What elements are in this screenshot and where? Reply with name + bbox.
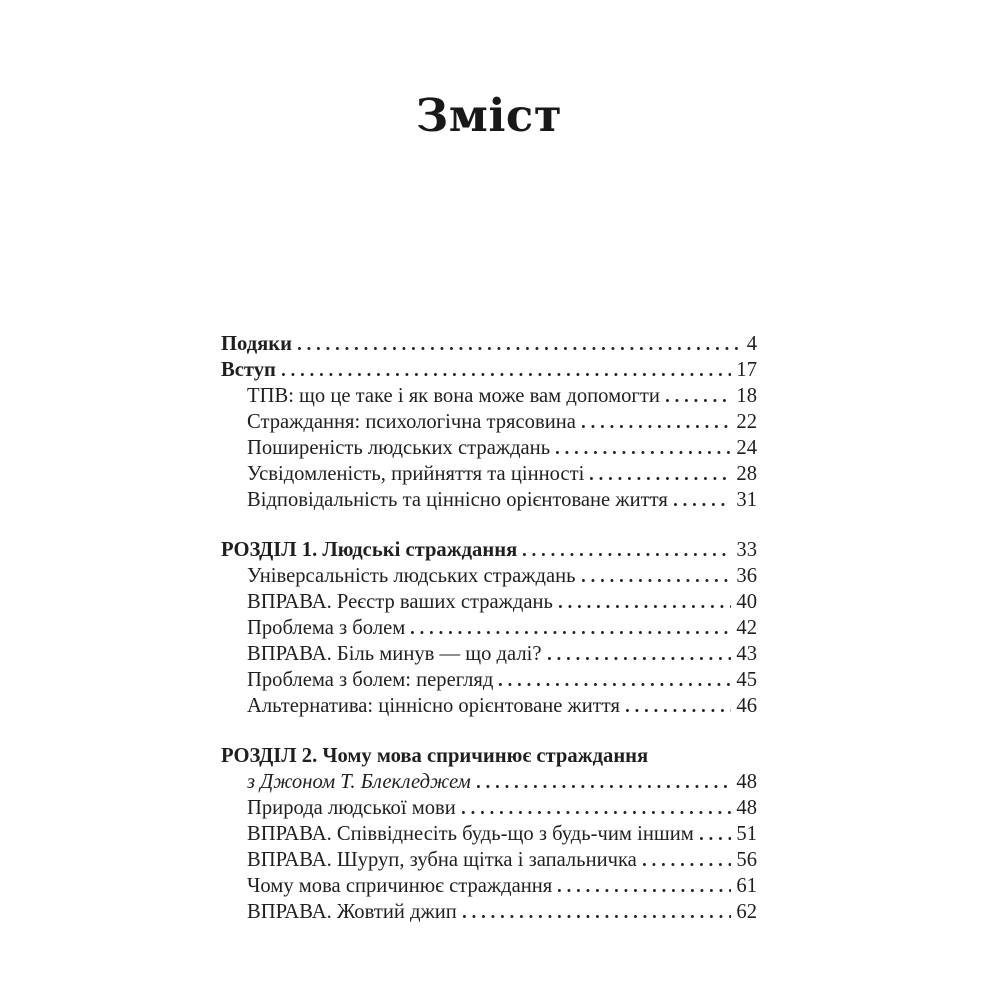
toc-page-number: 45	[736, 669, 757, 691]
toc-page-number: 56	[736, 849, 757, 871]
toc-row	[221, 821, 757, 847]
toc-leader-dots	[477, 784, 732, 788]
toc-row	[221, 357, 757, 383]
toc-entry-label: Вступ	[221, 359, 276, 381]
toc-row	[221, 383, 757, 409]
page-title: Зміст	[415, 89, 563, 142]
toc-page-number: 42	[736, 617, 757, 639]
toc-section-chapter-2	[221, 743, 757, 925]
toc-leader-dots	[556, 450, 731, 454]
toc-row	[221, 461, 757, 487]
toc-entry-label: Подяки	[221, 333, 293, 355]
toc-leader-dots	[700, 836, 732, 840]
toc-entry-label: РОЗДІЛ 1. Людські страждання	[221, 539, 518, 561]
toc-leader-dots	[590, 476, 731, 480]
toc-entry-label: Поширеність людських страждань	[247, 437, 551, 459]
toc-leader-dots	[282, 372, 732, 376]
toc-leader-dots	[558, 888, 731, 892]
toc-section-chapter-1	[221, 537, 757, 719]
toc-row	[221, 769, 757, 795]
toc-row	[221, 487, 757, 513]
toc-row	[221, 563, 757, 589]
toc-page-number: 40	[736, 591, 757, 613]
toc-leader-dots	[666, 398, 732, 402]
toc-entry-label: РОЗДІЛ 2. Чому мова спричинює страждання	[221, 745, 649, 767]
toc-page-number: 4	[746, 333, 757, 355]
toc-entry-label: ВПРАВА. Співвіднесіть будь-що з будь-чим іншим	[247, 823, 694, 845]
toc-leader-dots	[674, 502, 732, 506]
toc-entry-label: Відповідальність та ціннісно орієнтоване життя	[247, 489, 668, 511]
toc-row	[221, 331, 757, 357]
toc-row	[221, 409, 757, 435]
toc-page-number: 43	[736, 643, 757, 665]
toc-entry-label: Страждання: психологічна трясовина	[247, 411, 576, 433]
toc-page-number: 46	[736, 695, 757, 717]
toc-page-number: 51	[736, 823, 757, 845]
toc-page-number: 24	[736, 437, 757, 459]
toc-row	[221, 537, 757, 563]
toc-row	[221, 693, 757, 719]
toc-list	[221, 331, 757, 925]
toc-entry-label: ВПРАВА. Біль минув — що далі?	[247, 643, 542, 665]
toc-leader-dots	[559, 604, 731, 608]
toc-leader-dots	[463, 914, 732, 918]
toc-row	[221, 667, 757, 693]
toc-row	[221, 873, 757, 899]
toc-entry-label: Альтернатива: ціннісно орієнтоване життя	[247, 695, 620, 717]
toc-entry-label: Проблема з болем: перегляд	[247, 669, 494, 691]
toc-page-number: 48	[736, 771, 757, 793]
toc-row	[221, 641, 757, 667]
toc-entry-label: Усвідомленість, прийняття та цінності	[247, 463, 585, 485]
toc-page-number: 22	[736, 411, 757, 433]
toc-leader-dots	[643, 862, 732, 866]
toc-row	[221, 795, 757, 821]
toc-page-number: 18	[736, 385, 757, 407]
toc-page-number: 28	[736, 463, 757, 485]
toc-entry-label: ТПВ: що це таке і як вона може вам допомогти	[247, 385, 660, 407]
toc-leader-dots	[626, 708, 731, 712]
toc-section-front-matter	[221, 331, 757, 513]
toc-leader-dots	[298, 346, 742, 350]
toc-row	[221, 615, 757, 641]
toc-leader-dots	[411, 630, 731, 634]
toc-leader-dots	[582, 578, 732, 582]
toc-row	[221, 847, 757, 873]
toc-page-number: 33	[736, 539, 757, 561]
toc-leader-dots	[548, 656, 732, 660]
toc-row	[221, 435, 757, 461]
toc-leader-dots	[499, 682, 731, 686]
toc-entry-label: Природа людської мови	[247, 797, 456, 819]
toc-entry-label: ВПРАВА. Реєстр ваших страждань	[247, 591, 553, 613]
toc-row	[221, 743, 757, 769]
toc-row	[221, 589, 757, 615]
toc-leader-dots	[462, 810, 732, 814]
toc-row	[221, 899, 757, 925]
toc-page-number: 48	[736, 797, 757, 819]
toc-page-number: 61	[736, 875, 757, 897]
toc-entry-label: з Джоном Т. Блекледжем	[247, 771, 471, 793]
toc-entry-label: Чому мова спричинює страждання	[247, 875, 553, 897]
toc-entry-label: ВПРАВА. Шуруп, зубна щітка і запальничка	[247, 849, 637, 871]
toc-page-number: 31	[736, 489, 757, 511]
toc-entry-label: ВПРАВА. Жовтий джип	[247, 901, 457, 923]
toc-page-number: 62	[736, 901, 757, 923]
toc-leader-dots	[582, 424, 732, 428]
toc-page-number: 17	[736, 359, 757, 381]
toc-entry-label: Проблема з болем	[247, 617, 406, 639]
toc-page-number: 36	[736, 565, 757, 587]
toc-leader-dots	[523, 552, 731, 556]
toc-entry-label: Універсальність людських страждань	[247, 565, 576, 587]
